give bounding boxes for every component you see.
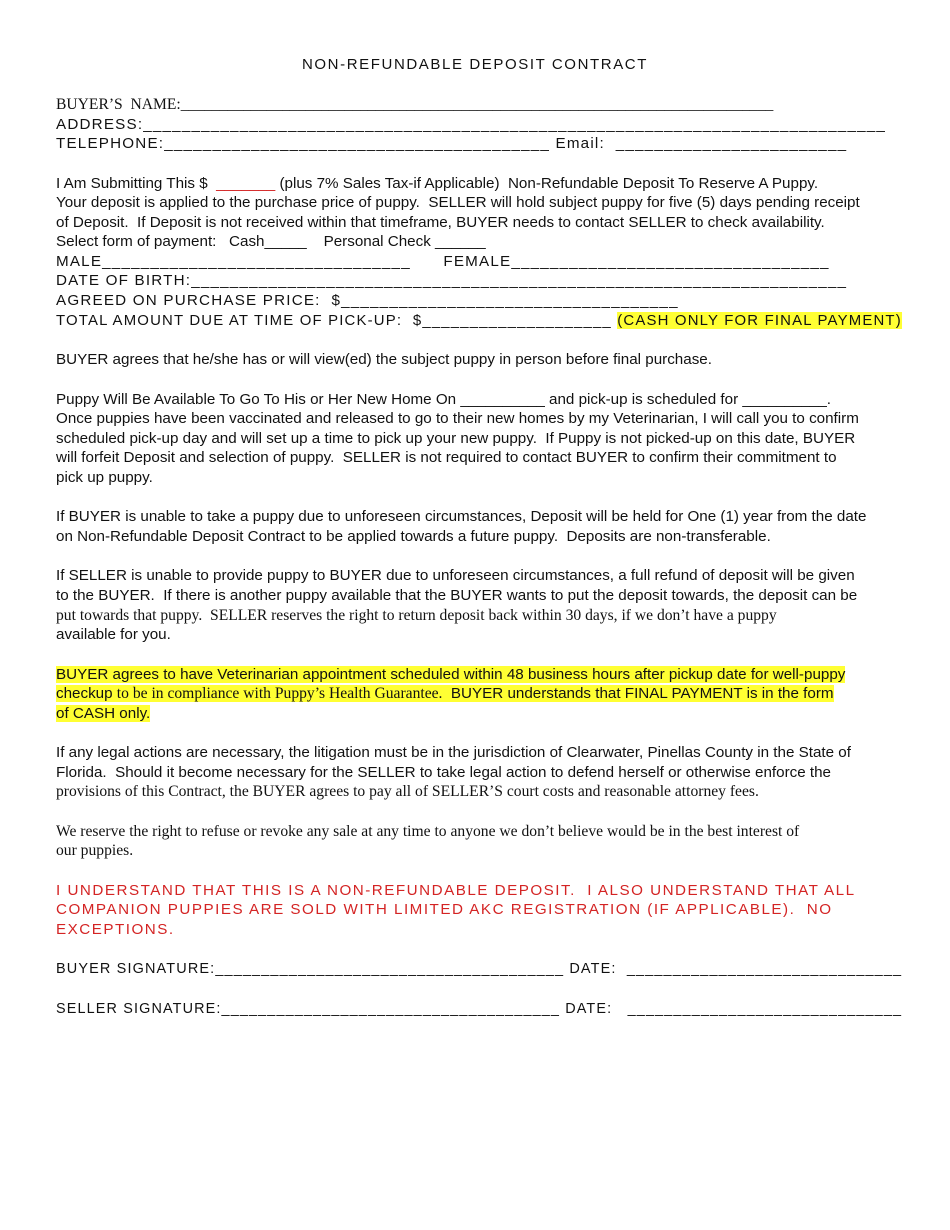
deposit-tax-text: (plus 7% Sales Tax-if Applicable) Non-Refundable Deposit To Reserve A Puppy. [275,175,819,192]
warning-line-2: COMPANION PUPPIES ARE SOLD WITH LIMITED AKC REGISTRATION (IF APPLICABLE). NO [56,901,833,918]
pickup-clause-line-2: Once puppies have been vaccinated and released to go to their new homes by my Veterinarian, I will call you to confirm [56,410,859,427]
deposit-amount-blank: _______ [216,175,276,192]
vet-notice-text-2a: checkup [56,685,117,702]
warning-line-3: EXCEPTIONS. [56,921,175,938]
cash-only-notice: (CASH ONLY FOR FINAL PAYMENT) [617,312,902,329]
agreed-price-line: AGREED ON PURCHASE PRICE: $___________________________________ [56,292,679,309]
buyer-unable-line-1: If BUYER is unable to take a puppy due to unforeseen circumstances, Deposit will be held for One (1) year from the date [56,508,867,525]
vet-notice-text-2b: to be in compliance with Puppy’s Health Guarantee. [116,685,443,702]
vet-notice-text-1: BUYER agrees to have Veterinarian appointment scheduled within 48 business hours after pickup date for well-puppy [56,666,846,683]
telephone-email-field: TELEPHONE:________________________________________ Email: ________________________ [56,135,848,152]
seller-unable-line-1: If SELLER is unable to provide puppy to BUYER due to unforeseen circumstances, a full refund of deposit will be given [56,567,855,584]
vet-notice-text-2c: BUYER understands that FINAL PAYMENT is in the form [442,685,834,702]
male-female-line: MALE________________________________ FEMALE_________________________________ [56,253,830,270]
refuse-clause-line-2: our puppies. [56,842,134,859]
seller-signature-line: SELLER SIGNATURE:_____________________________________ DATE: ______________________________ [56,1000,903,1017]
pickup-clause-line-4: will forfeit Deposit and selection of puppy. SELLER is not required to contact BUYER to confirm their commitment to [56,449,837,466]
vet-notice-line-2 [56,684,834,704]
deposit-amount-line [56,174,818,194]
refuse-clause-line-1: We reserve the right to refuse or revoke any sale at any time to anyone we don’t believe would be in the best interest of [56,823,800,840]
vet-notice-line-1 [56,665,845,685]
pickup-clause-line-5: pick up puppy. [56,469,153,486]
deposit-amount-text: I Am Submitting This $ [56,175,217,192]
date-of-birth-line: DATE OF BIRTH:____________________________________________________________________ [56,272,848,289]
seller-unable-line-3: put towards that puppy. SELLER reserves the right to return deposit back within 30 days, if we don’t have a puppy [56,607,777,624]
total-due-line [56,311,902,331]
payment-form-line: Select form of payment: Cash_____ Personal Check ______ [56,233,486,250]
buyer-unable-line-2: on Non-Refundable Deposit Contract to be applied towards a future puppy. Deposits are non-transferable. [56,528,771,545]
buyer-signature-line: BUYER SIGNATURE:______________________________________ DATE: ______________________________ [56,960,903,977]
vet-notice-line-3 [56,704,150,724]
seller-unable-line-4: available for you. [56,626,171,643]
seller-unable-line-2: to the BUYER. If there is another puppy available that the BUYER wants to put the deposit towards, the deposit can be [56,587,858,604]
legal-clause-line-2: Florida. Should it become necessary for the SELLER to take legal action to defend herself or otherwise enforce the [56,764,831,781]
address-field: ADDRESS:_____________________________________________________________________________ [56,116,887,133]
deposit-receipt-line: of Deposit. If Deposit is not received within that timeframe, BUYER needs to contact SELLER to check availability. [56,214,825,231]
page-title: NON-REFUNDABLE DEPOSIT CONTRACT [301,56,649,73]
warning-line-1: I UNDERSTAND THAT THIS IS A NON-REFUNDABLE DEPOSIT. I ALSO UNDERSTAND THAT ALL [56,882,856,899]
deposit-hold-line: Your deposit is applied to the purchase price of puppy. SELLER will hold subject puppy for five (5) days pending receipt [56,194,860,211]
legal-clause-line-1: If any legal actions are necessary, the litigation must be in the jurisdiction of Clearwater, Pinellas County in the State of [56,744,851,761]
buyer-name-field: BUYER’S NAME:____________________________________________________________________________ [56,96,774,113]
view-puppy-clause: BUYER agrees that he/she has or will view(ed) the subject puppy in person before final purchase. [56,351,712,368]
pickup-clause-line-3: scheduled pick-up day and will set up a time to pick up your new puppy. If Puppy is not picked-up on this date, BUYER [56,430,856,447]
pickup-clause-line-1: Puppy Will Be Available To Go To His or Her New Home On __________ and pick-up is scheduled for __________. [56,391,832,408]
total-due-text: TOTAL AMOUNT DUE AT TIME OF PICK-UP: $____________________ [56,312,618,329]
vet-notice-text-3: of CASH only. [56,705,151,722]
legal-clause-line-3: provisions of this Contract, the BUYER agrees to pay all of SELLER’S court costs and reasonable attorney fees. [56,783,759,800]
